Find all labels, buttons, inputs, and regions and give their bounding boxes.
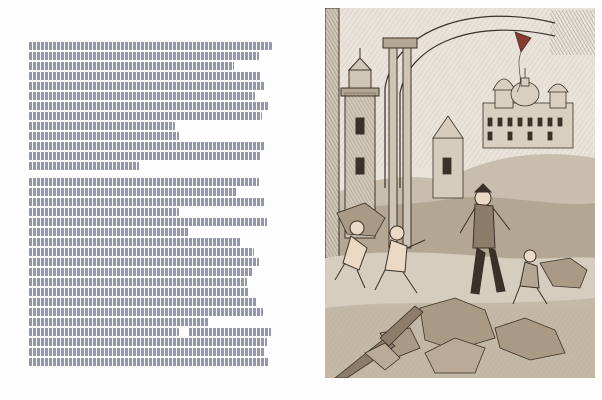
- text-line: [29, 42, 272, 50]
- text-line: [29, 208, 179, 216]
- text-line: [29, 348, 265, 356]
- text-line: [29, 198, 265, 206]
- text-line: [29, 228, 189, 236]
- text-line: [29, 92, 255, 100]
- text-line: [29, 142, 265, 150]
- text-line: [29, 248, 254, 256]
- text-line: [29, 358, 269, 366]
- text-line: [29, 152, 261, 160]
- text-line: [29, 268, 253, 276]
- engraving-illustration: [325, 8, 595, 378]
- text-line: [29, 72, 261, 80]
- text-line: [29, 112, 262, 120]
- text-line: [29, 122, 175, 130]
- text-line: [29, 318, 209, 326]
- text-line: [29, 218, 267, 226]
- text-line: [29, 298, 257, 306]
- text-line-fragment: [189, 328, 271, 336]
- text-line: [29, 52, 259, 60]
- text-line: [29, 258, 259, 266]
- text-line: [29, 278, 247, 286]
- text-line: [29, 162, 139, 170]
- text-column: [29, 40, 281, 370]
- text-line: [29, 102, 269, 110]
- text-line: [29, 288, 249, 296]
- text-line: [29, 238, 241, 246]
- text-line: [29, 188, 237, 196]
- text-line: [29, 308, 263, 316]
- text-line: [29, 338, 267, 346]
- engraving-drawing: [325, 8, 595, 378]
- text-line: [29, 82, 265, 90]
- text-line: [29, 178, 259, 186]
- text-line: [29, 328, 179, 336]
- text-line: [29, 132, 179, 140]
- text-line: [29, 62, 234, 70]
